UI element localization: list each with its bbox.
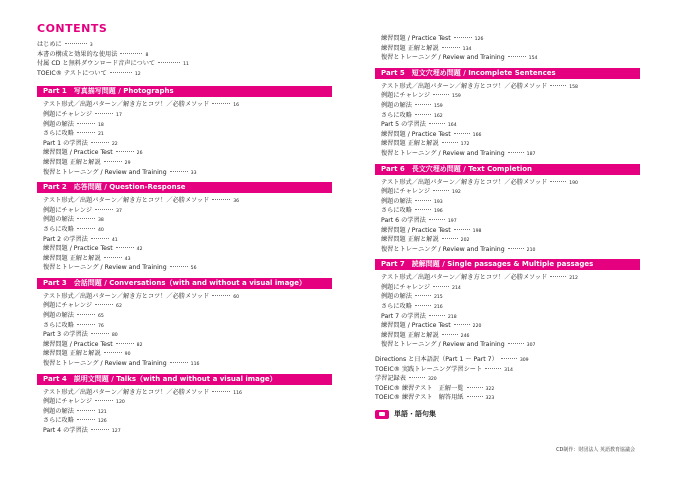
toc-entry[interactable] [43,359,332,369]
leader-dots [433,190,449,191]
entry-label: 復習とトレーニング / Review and Training [43,168,167,176]
intro-list [37,40,332,78]
leader-dots [77,324,95,325]
entry-page: 187 [526,151,536,157]
leader-dots [116,151,134,152]
entry-label: 例題にチャレンジ [381,283,431,291]
leader-dots [415,114,431,115]
entry-label: 例題の解法 [43,216,74,224]
leader-dots [508,56,526,57]
entry-label: 例題の解法 [43,120,74,128]
toc-entry[interactable] [43,129,332,139]
toc-entry[interactable] [381,139,640,149]
entry-page: 246 [460,333,470,339]
entry-page: 320 [427,377,437,383]
entry-label: テスト形式／出題パターン／解き方とコツ！／必勝メソッド [43,197,210,205]
entry-page: 80 [111,333,118,339]
entry-label: Part 1 の学習法 [43,139,88,147]
entry-page: 62 [116,304,122,310]
entry-page: 90 [124,352,131,358]
leader-dots [550,85,566,86]
leader-dots [212,295,230,296]
entry-label: 例題の解法 [43,407,74,415]
entry-page: 116 [233,390,242,396]
cd-credit: CD制作：財団法人 英語教育協議会 [556,447,635,453]
leader-dots [212,103,230,104]
leader-dots [95,113,113,114]
toc-entry[interactable] [381,340,640,350]
toc-entry[interactable] [43,254,332,264]
entry-page: 65 [97,314,104,320]
entry-label: TOEIC® 実践トレーニング学習シート [375,365,483,373]
toc-entry[interactable] [43,426,332,436]
toc-entry[interactable] [43,301,332,311]
entry-page: 154 [528,56,538,62]
leader-dots [415,104,431,105]
leader-dots [104,257,122,258]
part7-list [375,273,640,350]
entry-label: 練習問題 / Practice Test [43,149,113,157]
leader-dots [212,199,230,200]
leader-dots [91,142,109,143]
entry-label: 例題にチャレンジ [381,188,431,196]
leader-dots [485,368,501,369]
vocab-booklet-link[interactable] [375,409,640,419]
entry-label: 練習問題 / Practice Test [43,245,113,253]
leader-dots [91,429,109,430]
leader-dots [467,387,483,388]
leader-dots [170,362,188,363]
leader-dots [91,238,109,239]
entry-label: 例題にチャレンジ [43,302,93,310]
toc-entry[interactable] [381,273,640,283]
leader-dots [508,343,524,344]
toc-entry[interactable] [43,206,332,216]
entry-label: TOEIC® 練習テスト 解答用紙 [375,394,464,402]
toc-entry[interactable] [43,407,332,417]
entry-label: テスト形式／出題パターン／解き方とコツ！／必勝メソッド [43,388,210,396]
entry-label: TOEIC® 練習テスト 正解一覧 [375,384,464,392]
entry-label: 例題にチャレンジ [43,206,93,214]
section-header-part1[interactable]: Part 1 写真描写問題 / Photographs [37,86,332,97]
entry-page: 214 [452,285,461,291]
leader-dots [454,37,472,38]
leader-dots [550,181,566,182]
entry-page: 202 [460,238,470,244]
leader-dots [170,171,188,172]
toc-entry[interactable] [37,59,332,69]
entry-label: さらに攻略 [381,207,412,215]
entry-page: 164 [447,123,457,129]
entry-label: 学習記録表 [375,375,406,383]
toc-entry[interactable] [375,365,640,375]
entry-page: 121 [97,409,107,415]
toc-entry[interactable] [381,331,640,341]
leader-dots [508,248,524,249]
toc-entry[interactable] [37,40,332,50]
leader-dots [442,47,460,48]
left-column [37,40,332,436]
entry-page: 314 [504,367,513,373]
leader-dots [77,419,95,420]
entry-page: 192 [452,190,461,196]
entry-label: はじめに [37,41,62,48]
leader-dots [91,333,109,334]
leader-dots [433,286,449,287]
toc-entry[interactable] [43,263,332,273]
entry-page: 216 [433,305,443,311]
entry-label: 復習とトレーニング / Review and Training [381,245,505,253]
entry-label: 復習とトレーニング / Review and Training [381,149,505,157]
entry-page: 33 [190,170,197,176]
entry-label: さらに攻略 [43,130,74,138]
toc-entry[interactable] [43,397,332,407]
leader-dots [415,295,431,296]
part3-list [37,292,332,369]
toc-entry[interactable] [37,69,332,79]
entry-label: 練習問題 / Practice Test [381,130,451,138]
entry-page: 120 [116,400,125,406]
toc-entry[interactable] [43,340,332,350]
entry-page: 116 [190,362,200,368]
entry-label: 例題の解法 [381,293,412,301]
toc-entry[interactable] [381,321,640,331]
entry-page: 60 [233,294,240,300]
entry-page: 193 [433,199,443,205]
leader-dots [433,94,449,95]
leader-dots [110,72,132,73]
leader-dots [77,314,95,315]
leader-dots [77,218,95,219]
toc-entry[interactable] [43,100,332,110]
section-header-part4[interactable]: Part 4 説明文問題 / Talks（with and without a visual image） [37,374,332,385]
entry-label: テスト形式／出題パターン／解き方とコツ！／必勝メソッド [43,101,210,109]
toc-entry[interactable] [43,196,332,206]
leader-dots [95,304,113,305]
booklet-icon [375,410,389,419]
entry-label: 復習とトレーニング / Review and Training [43,264,167,272]
leader-dots [454,133,470,134]
entry-page: 172 [460,142,470,148]
toc-entry[interactable] [381,245,640,255]
toc-entry[interactable] [381,34,640,44]
entry-page: 166 [472,132,482,138]
entry-page: 38 [97,218,104,224]
entry-page: 3 [89,43,93,48]
leader-dots [454,229,470,230]
toc-entry[interactable] [381,130,640,140]
leader-dots [170,266,188,267]
entry-label: テスト形式／出題パターン／解き方とコツ！／必勝メソッド [43,292,210,300]
leader-dots [120,53,142,54]
toc-entry[interactable] [381,206,640,216]
toc-entry[interactable] [381,111,640,121]
entry-label: 練習問題 正解と解説 [381,140,439,148]
entry-page: 220 [472,324,482,330]
toc-entry[interactable] [381,178,640,188]
section-header-part3[interactable]: Part 3 会話問題 / Conversations（with and without a visual image） [37,278,332,289]
entry-page: 76 [97,323,104,329]
toc-entry[interactable] [375,384,640,394]
part6-list [375,178,640,255]
entry-page: 126 [97,419,107,425]
toc-entry[interactable] [43,292,332,302]
entry-label: 復習とトレーニング / Review and Training [381,54,505,62]
entry-label: 練習問題 / Practice Test [43,340,113,348]
entry-label: さらに攻略 [381,111,412,119]
leader-dots [415,209,431,210]
leader-dots [429,219,445,220]
toc-entry[interactable] [381,283,640,293]
toc-entry[interactable] [381,91,640,101]
entry-label: 練習問題 正解と解説 [381,236,439,244]
entry-label: Directions と日本語訳（Part 1 ～ Part 7） [375,356,498,364]
toc-entry[interactable] [381,292,640,302]
leader-dots [550,276,566,277]
toc-entry[interactable] [381,226,640,236]
entry-page: 210 [526,247,536,253]
toc-entry[interactable] [381,302,640,312]
entry-label: 例題の解法 [381,197,412,205]
toc-entry[interactable] [37,50,332,60]
toc-entry[interactable] [43,158,332,168]
toc-entry[interactable] [381,312,640,322]
entry-page: 159 [433,103,443,109]
leader-dots [104,352,122,353]
leader-dots [104,161,122,162]
entry-page: 218 [447,314,457,320]
entry-label: 練習問題 正解と解説 [43,350,101,358]
part4-continued-list [375,34,640,63]
toc-entry[interactable] [43,168,332,178]
toc-entry[interactable] [43,244,332,254]
leader-dots [65,43,87,44]
entry-label: 例題の解法 [381,101,412,109]
entry-page: 159 [452,94,461,100]
section-header-part2[interactable]: Part 2 応答問題 / Question-Response [37,182,332,193]
entry-label: テスト形式／出題パターン／解き方とコツ！／必勝メソッド [381,274,548,282]
leader-dots [212,391,230,392]
entry-label: 練習問題 / Practice Test [381,35,451,42]
leader-dots [77,410,95,411]
toc-entry[interactable] [43,215,332,225]
entry-label: 練習問題 正解と解説 [43,254,101,262]
entry-page: 42 [136,247,143,253]
leader-dots [415,305,431,306]
entry-label: テスト形式／出題パターン／解き方とコツ！／必勝メソッド [381,178,548,186]
toc-entry[interactable] [381,187,640,197]
entry-label: 練習問題 / Practice Test [381,226,451,234]
entry-page: 82 [136,342,143,348]
leader-dots [77,123,95,124]
toc-entry[interactable] [43,330,332,340]
entry-page: 215 [433,295,443,301]
section-header-part5[interactable]: Part 5 短文穴埋め問題 / Incomplete Sentences [375,68,640,79]
entry-page: 323 [485,396,495,402]
leader-dots [429,315,445,316]
entry-page: 26 [136,151,143,157]
entry-page: 36 [233,199,240,205]
toc-entry[interactable] [43,120,332,130]
toc-entry[interactable] [43,416,332,426]
right-column [375,34,640,419]
entry-label: 練習問題 正解と解説 [381,44,439,52]
vocab-label: 単語・語句集 [394,410,436,418]
leader-dots [467,396,483,397]
appendix-list [375,355,640,403]
leader-dots [454,324,470,325]
leader-dots [409,377,425,378]
entry-page: 17 [116,112,122,118]
entry-page: 197 [447,218,457,224]
leader-dots [429,123,445,124]
entry-page: 134 [462,46,472,52]
entry-label: さらに攻略 [43,417,74,425]
toc-entry[interactable] [375,393,640,403]
part1-list [37,100,332,177]
entry-page: 37 [116,208,122,214]
entry-page: 162 [433,113,443,119]
leader-dots [116,343,134,344]
entry-page: 198 [472,228,482,234]
entry-label: テスト形式／出題パターン／解き方とコツ！／必勝メソッド [381,82,548,90]
leader-dots [501,358,517,359]
toc-entry[interactable] [43,349,332,359]
toc-entry[interactable] [381,44,640,54]
toc-entry[interactable] [375,374,640,384]
toc-entry[interactable] [43,388,332,398]
entry-page: 56 [190,266,197,272]
section-header-part7[interactable]: Part 7 読解問題 / Single passages & Multiple passages [375,259,640,270]
entry-label: 復習とトレーニング / Review and Training [43,360,167,368]
entry-page: 43 [124,256,131,262]
toc-entry[interactable] [43,148,332,158]
entry-page: 11 [183,62,189,68]
entry-label: さらに攻略 [43,321,74,329]
entry-page: 22 [111,141,118,147]
entry-page: 158 [569,84,578,90]
part4-list [37,388,332,436]
toc-entry[interactable] [381,235,640,245]
entry-page: 41 [111,237,118,243]
leader-dots [442,334,458,335]
leader-dots [77,132,95,133]
entry-label: 例題の解法 [43,312,74,320]
toc-entry[interactable] [43,311,332,321]
entry-page: 212 [569,276,578,282]
toc-entry[interactable] [381,197,640,207]
leader-dots [508,152,524,153]
entry-label: 例題にチャレンジ [381,92,431,100]
entry-page: 307 [526,343,536,349]
part2-list [37,196,332,273]
section-header-part6[interactable]: Part 6 長文穴埋め問題 / Text Completion [375,164,640,175]
toc-entry[interactable] [381,53,640,63]
entry-page: 126 [474,37,484,42]
entry-page: 190 [569,180,578,186]
leader-dots [116,247,134,248]
entry-page: 127 [111,429,121,434]
entry-label: 練習問題 正解と解説 [43,158,101,166]
entry-page: 322 [485,386,495,392]
entry-label: Part 4 の学習法 [43,427,88,434]
entry-page: 29 [124,160,131,166]
entry-label: Part 6 の学習法 [381,216,426,224]
toc-entry[interactable] [381,120,640,130]
entry-label: 例題にチャレンジ [43,110,93,118]
leader-dots [442,142,458,143]
entry-label: Part 5 の学習法 [381,121,426,129]
entry-label: Part 3 の学習法 [43,331,88,339]
toc-entry[interactable] [43,225,332,235]
entry-label: さらに攻略 [381,303,412,311]
entry-label: 例題にチャレンジ [43,398,93,406]
entry-label: 練習問題 / Practice Test [381,322,451,330]
entry-label: さらに攻略 [43,225,74,233]
entry-page: 8 [145,52,149,58]
toc-entry[interactable] [43,321,332,331]
entry-label: Part 7 の学習法 [381,312,426,320]
entry-page: 21 [97,132,104,138]
toc-entry[interactable] [381,216,640,226]
entry-page: 18 [97,122,104,128]
part5-list [375,82,640,159]
entry-page: 40 [97,227,104,233]
entry-label: 練習問題 正解と解説 [381,331,439,339]
toc-entry[interactable] [381,101,640,111]
entry-label: Part 2 の学習法 [43,235,88,243]
leader-dots [95,400,113,401]
entry-label: 本書の構成と効果的な使用法 [37,50,118,58]
entry-label: TOEIC® テストについて [37,69,107,77]
leader-dots [77,228,95,229]
toc-entry[interactable] [43,139,332,149]
toc-entry[interactable] [381,82,640,92]
entry-label: 復習とトレーニング / Review and Training [381,341,505,349]
leader-dots [442,238,458,239]
leader-dots [415,200,431,201]
toc-entry[interactable] [375,355,640,365]
entry-label: 付属 CD と無料ダウンロード音声について [37,60,156,68]
entry-page: 309 [519,358,529,364]
page-title: CONTENTS [37,22,108,35]
toc-entry[interactable] [43,235,332,245]
toc-entry[interactable] [381,149,640,159]
toc-entry[interactable] [43,110,332,120]
entry-page: 16 [233,103,240,109]
entry-page: 12 [134,71,141,77]
leader-dots [95,209,113,210]
leader-dots [158,62,180,63]
entry-page: 196 [433,209,443,215]
